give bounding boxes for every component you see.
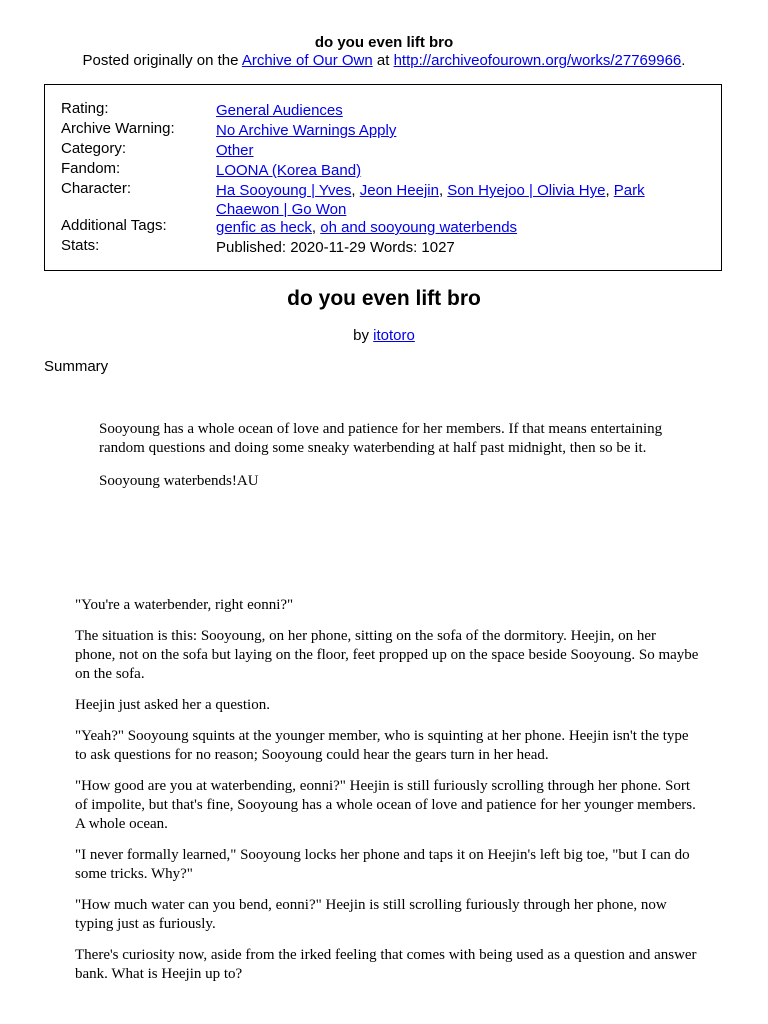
warning-link[interactable]: No Archive Warnings Apply (216, 122, 397, 139)
rating-link[interactable]: General Audiences (216, 102, 343, 119)
summary-heading: Summary (44, 358, 109, 375)
stats-label: Stats: (61, 237, 100, 254)
tag-link[interactable]: genfic as heck (216, 219, 312, 236)
summary-paragraph: Sooyoung has a whole ocean of love and patience for her members. If that means entertaining random questions and doing some sneaky waterbending at half past midnight, then so be it. (99, 421, 663, 456)
separator: , (605, 182, 610, 199)
summary-text (99, 420, 679, 505)
character-link[interactable]: Jeon Heejin (359, 182, 439, 199)
posted-prefix: Posted originally on the (82, 52, 239, 69)
story-paragraph: "You're a waterbender, right eonni?" (75, 597, 294, 613)
work-url-link[interactable]: http://archiveofourown.org/works/27769966 (393, 52, 682, 69)
by-text: by (353, 327, 369, 344)
story-paragraph: Heejin just asked her a question. (75, 697, 270, 713)
document-header-title: do you even lift bro (314, 34, 454, 51)
warning-label: Archive Warning: (61, 120, 175, 137)
summary-paragraph: Sooyoung waterbends!AU (99, 473, 259, 489)
character-link[interactable]: Park Chaewon | Go Won (216, 182, 645, 218)
story-paragraph: "How much water can you bend, eonni?" Heejin is still scrolling furiously through her phone, now typing just as furiously. (75, 897, 667, 932)
story-paragraph: "I never formally learned," Sooyoung locks her phone and taps it on Heejin's left big toe, "but I can do some tricks. Why?" (75, 847, 690, 882)
byline (0, 327, 768, 344)
rating-label: Rating: (61, 100, 109, 117)
character-label: Character: (61, 180, 132, 197)
tag-link[interactable]: oh and sooyoung waterbends (320, 219, 518, 236)
author-link[interactable]: itotoro (373, 327, 415, 344)
fandom-link[interactable]: LOONA (Korea Band) (216, 162, 362, 179)
separator: , (438, 182, 444, 199)
period: . (681, 52, 686, 69)
character-link[interactable]: Son Hyejoo | Olivia Hye (447, 182, 606, 199)
work-title: do you even lift bro (287, 287, 481, 310)
stats-value: Published: 2020-11-29 Words: 1027 (216, 239, 455, 256)
tags-label: Additional Tags: (61, 217, 167, 234)
character-link[interactable]: Ha Sooyoung | Yves (216, 182, 352, 199)
story-paragraph: "How good are you at waterbending, eonni?" Heejin is still furiously scrolling through her phone. Sort of impolite, but that's fine, Sooyoung has a whole ocean of love and patience for her younger members. A whole ocean. (75, 778, 696, 832)
story-paragraph: There's curiosity now, aside from the irked feeling that comes with being used as a question and answer bank. What is Heejin up to? (75, 947, 697, 982)
posted-originally-line (0, 52, 768, 69)
archive-link[interactable]: Archive of Our Own (241, 52, 373, 69)
fandom-label: Fandom: (61, 160, 121, 177)
separator: , (351, 182, 356, 199)
separator: , (311, 219, 317, 236)
work-meta-box (44, 84, 722, 271)
story-paragraph: "Yeah?" Sooyoung squints at the younger member, who is squinting at her phone. Heejin isn't the type to ask questions for no reason; Sooyoung could hear the gears turn in her head. (75, 728, 689, 763)
category-label: Category: (61, 140, 127, 157)
category-link[interactable]: Other (216, 142, 254, 159)
story-paragraph: The situation is this: Sooyoung, on her phone, sitting on the sofa of the dormitory. Heejin, on her phone, not on the sofa but laying on the floor, feet propped up on the space beside Sooyoung. So maybe on the sofa. (75, 628, 699, 682)
at-text: at (376, 52, 390, 69)
story-body (75, 596, 700, 996)
